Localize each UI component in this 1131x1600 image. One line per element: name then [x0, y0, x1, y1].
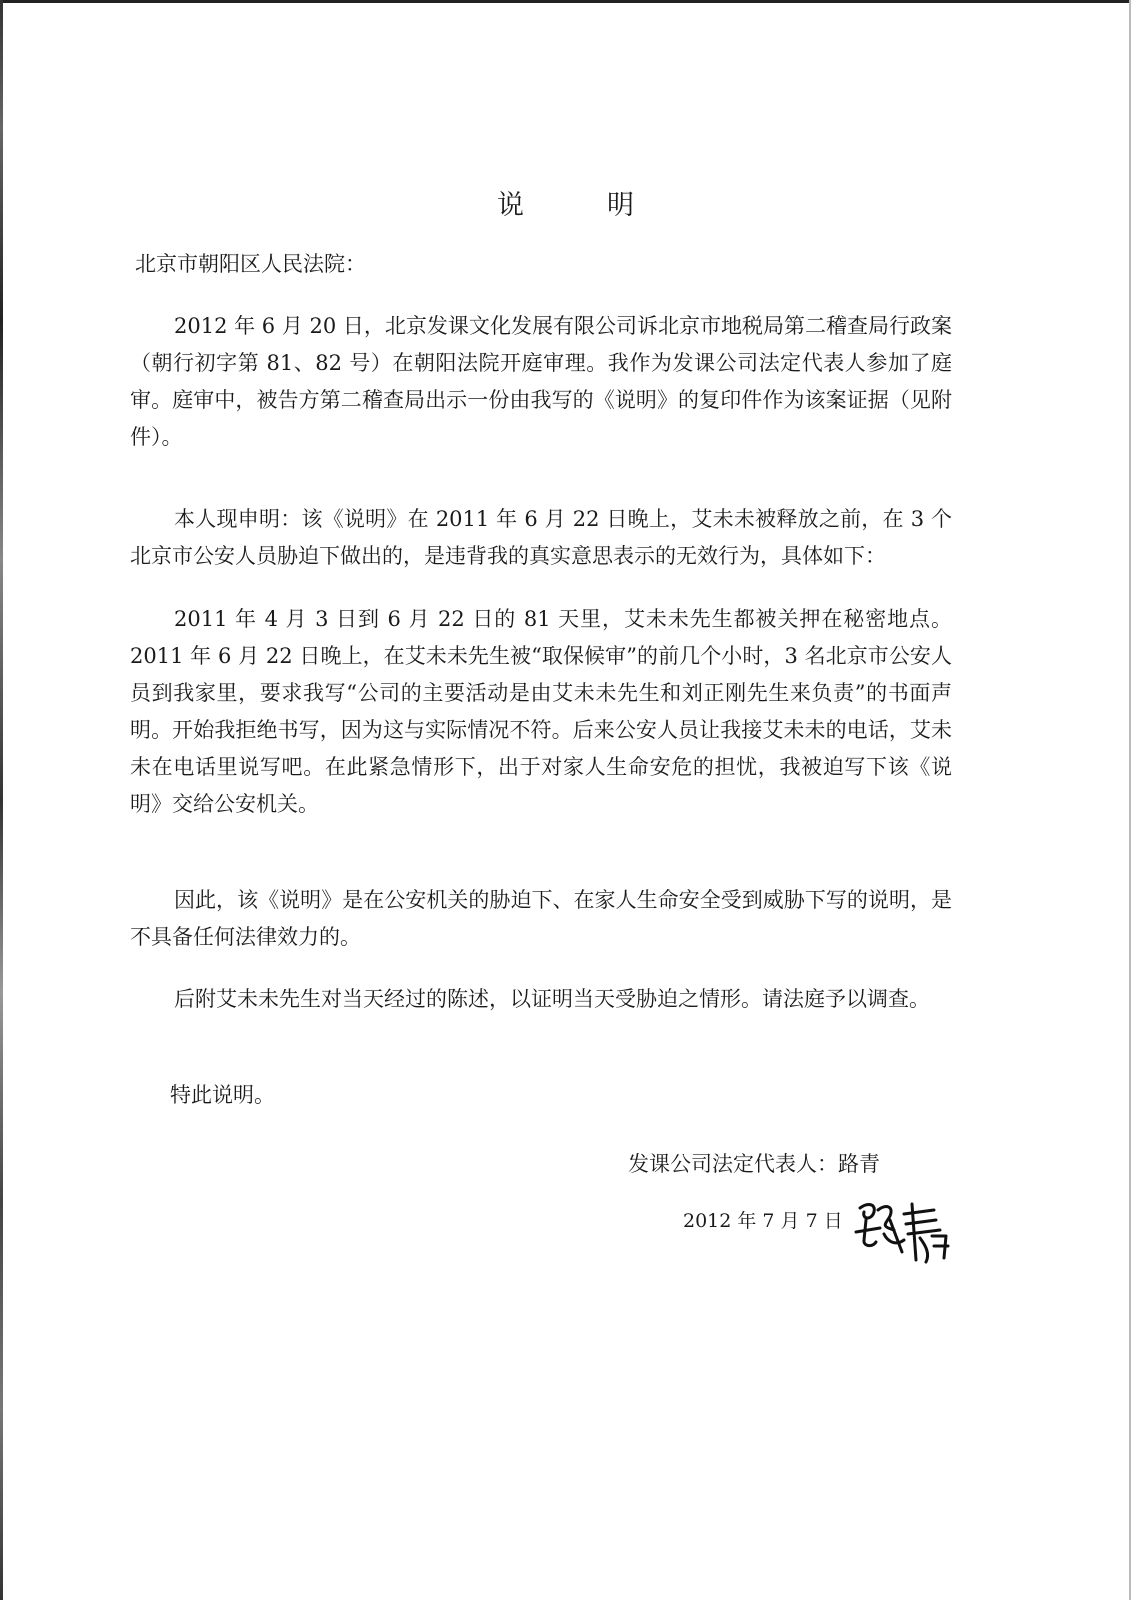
date-line: 2012 年 7 月 7 日 — [683, 1210, 843, 1232]
scan-left-edge — [0, 0, 3, 1600]
addressee: 北京市朝阳区人民法院： — [135, 252, 366, 276]
scan-top-border — [0, 0, 1131, 3]
handwritten-signature — [850, 1190, 960, 1270]
signer-line: 发课公司法定代表人：路青 — [628, 1152, 880, 1176]
paragraph-3: 2011 年 4 月 3 日到 6 月 22 日的 81 天里，艾未未先生都被关押在秘密地点。2011 年 6 月 22 日晚上，在艾未未先生被“取保候审”的前几个小时，3 名北京市公安人员到我家里，要求我写“公司的主要活动是由艾未未先生和刘正刚先生来负责”的书面声明。开始我拒绝书写，因为这与实际情况不符。后来公安人员让我接艾未未的电话，艾未未在电话里说写吧。在此紧急情形下，出于对家人生命安危的担忧，我被迫写下该《说明》交给公安机关。 — [130, 607, 952, 816]
paragraph-4: 因此，该《说明》是在公安机关的胁迫下、在家人生命安全受到威胁下写的说明，是不具备任何法律效力的。 — [130, 888, 952, 949]
paragraph-1: 2012 年 6 月 20 日，北京发课文化发展有限公司诉北京市地税局第二稽查局行政案（朝行初字第 81、82 号）在朝阳法院开庭审理。我作为发课公司法定代表人参加了庭审。庭审中，被告方第二稽查局出示一份由我写的《说明》的复印件作为该案证据（见附件）。 — [130, 314, 952, 449]
paragraph-2: 本人现申明：该《说明》在 2011 年 6 月 22 日晚上，艾未未被释放之前，在 3 个北京市公安人员胁迫下做出的，是违背我的真实意思表示的无效行为，具体如下： — [130, 507, 952, 568]
closing-remark: 特此说明。 — [170, 1083, 275, 1107]
paragraph-5: 后附艾未未先生对当天经过的陈述，以证明当天受胁迫之情形。请法庭予以调查。 — [174, 987, 930, 1011]
document-title: 说 明 — [497, 190, 662, 221]
